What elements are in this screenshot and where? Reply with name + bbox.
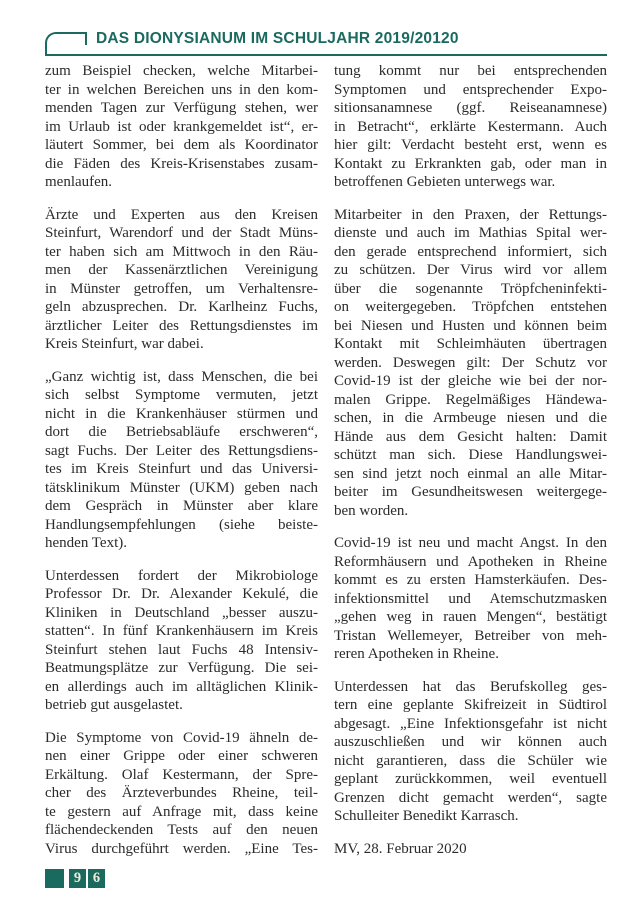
left-column [45,62,318,858]
text-line: henden Text). [45,535,127,551]
text-line: tern eine geplante Skifreizeit in Südtirol [334,697,607,713]
header-rule [45,54,607,56]
text-line: werden. Deswegen gilt: Der Schutz vor [334,354,607,371]
text-line: auszuschließen und wir können auch [334,734,607,750]
text-line: te gestern auf Anfrage mit, dass keine [45,803,318,820]
text-line: Erkältung. Olaf Kestermann, der Spre- [45,766,318,783]
text-line: läutert Sommer, bei dem als Koordinator [45,137,318,153]
paragraph [45,62,318,192]
text-line: sich selbst Symptome vermuten, jetzt [45,387,318,403]
text-line: Unterdessen fordert der Mikrobiologe [45,567,318,584]
text-line: ter haben sich am Mittwoch in den Räu- [45,243,318,260]
text-line: kommt es zu ersten Hamsterkäufen. Des- [334,572,607,588]
date-line: MV, 28. Februar 2020 [334,840,467,857]
text-line: Symptomen und entsprechender Expo- [334,81,607,98]
text-line: tung kommt nur bei entsprechenden [334,63,607,79]
text-line: infektionsmittel und Atemschutzmasken [334,590,607,607]
text-line: Kliniken in Deutschland „besser auszu- [45,604,318,621]
paragraph [45,567,318,715]
text-line: hier gilt: Verdacht besteht erst, wenn es [334,137,607,153]
text-line: ter in welchen Bereichen uns in den kom- [45,81,318,98]
text-line: im Urlaub ist oder krankgemeldet ist“, er- [45,118,318,135]
text-line: Virus durchgeführt werden. „Eine Tes- [45,840,318,857]
text-line: Kreis Steinfurt, war dabei. [45,336,204,352]
header-tab-ornament [45,32,85,55]
text-line: in Betracht“, erklärte Kestermann. Auch [334,118,607,135]
text-line: Covid-19 ist der gleiche wie bei der nor- [334,373,607,389]
text-line: sen sind jetzt noch einmal an alle Mitar- [334,465,607,482]
text-line: ärztlicher Leiter des Rettungsdienstes im [45,317,318,334]
text-line: nen einer Grippe oder einer schweren [45,748,318,764]
page-number-block [45,869,64,888]
page-digit-tens: 9 [69,869,86,888]
text-line: ben worden. [334,502,409,519]
text-line: tätsklinikum Münster (UKM) geben nach [45,479,318,496]
page-number [45,869,107,888]
text-line: nicht garantieren, dass die Schüler wie [334,752,607,769]
text-line: Ärzte und Experten aus den Kreisen [45,206,318,223]
text-line: sagt Fuchs. Der Leiter des Rettungsdiens- [45,442,318,459]
text-line: Professor Dr. Dr. Alexander Kekulé, die [45,586,318,602]
paragraph [334,62,607,192]
text-line: Beatmungsplätze zur Verfügung. Die sei- [45,660,318,676]
text-line: Steinfurt stehen laut Fuchs 48 Intensiv- [45,641,318,658]
text-line: in Münster getroffen, um Verhaltensre- [45,280,318,297]
text-line: on weitergegeben. Tröpfchen entstehen [334,299,607,315]
text-line: schützt man sich. Diese Handlungswei- [334,447,607,463]
text-line: geplant zurückkommen, weil eventuell [334,771,607,787]
text-line: „Ganz wichtig ist, dass Menschen, die bei [45,368,318,385]
text-line: Schulleiter Benedikt Karrasch. [334,808,519,824]
text-line: „gehen weg in rauen Mengen“, bestätigt [334,609,607,625]
text-line: betroffenen Gebieten unterwegs war. [334,174,556,190]
text-line: en allerdings auch im alltäglichen Klinik- [45,678,318,695]
page-title: DAS DIONYSIANUM IM SCHULJAHR 2019/20120 [96,30,459,47]
text-line: tes im Kreis Steinfurt und das Universi- [45,461,318,477]
text-line: Covid-19 ist neu und macht Angst. In den [334,535,607,551]
paragraph [334,206,607,521]
article-body [45,62,607,858]
text-line: zum Beispiel checken, welche Mitarbei- [45,63,318,79]
text-line: Grenzen dicht gemacht werden“, sagte [334,789,607,806]
text-line: Die Symptome von Covid-19 ähneln de- [45,729,318,746]
text-line: schen, in die Armbeuge niesen und die [334,410,607,426]
header-tick-ornament [85,32,87,45]
text-line: Tristan Wellemeyer, Betreiber von meh- [334,627,607,644]
text-line: statten“. In fünf Krankenhäusern im Kreis [45,623,318,639]
text-line: menlaufen. [45,174,113,190]
text-line: reren Apotheken in Rheine. [334,646,499,662]
paragraph [334,534,607,664]
text-line: über die sogenannte Tröpfcheninfekti- [334,280,607,297]
text-line: dem Gespräch in Münster aber klare [45,498,318,514]
text-line: dort die Betriebsabläufe erschweren“, [45,424,318,440]
text-line: Mitarbeiter in den Praxen, der Rettungs- [334,206,607,223]
page-digit-ones: 6 [88,869,105,888]
text-line: malen Grippe. Regelmäßiges Händewa- [334,391,607,408]
text-line: Kontakt mit Schleimhäuten übertragen [334,336,607,352]
paragraph [45,729,318,859]
text-line: bei Niesen und Husten und können beim [334,317,607,334]
text-line: Kontakt zu Erkrankten gab, oder man in [334,155,607,172]
text-line: den gerade entsprechend informiert, sich [334,243,607,260]
text-line: Hände aus dem Gesicht halten: Damit [334,428,607,445]
text-line: nicht in die Krankenhäuser stürmen und [45,405,318,422]
paragraph [45,206,318,354]
text-line: die Fäden des Kreis-Krisenstabes zusam- [45,155,318,172]
text-line: Reformhäusern und Apotheken in Rheine [334,553,607,570]
text-line: menden Tagen zur Verfügung stehen, wer [45,100,318,116]
text-line: geln abzusprechen. Dr. Karlheinz Fuchs, [45,299,318,315]
paragraph [334,678,607,826]
right-column [334,62,607,858]
text-line: Handlungsempfehlungen (siehe beiste- [45,516,318,533]
text-line: Unterdessen hat das Berufskolleg ges- [334,678,607,695]
text-line: Steinfurt, Warendorf und der Stadt Müns- [45,225,318,241]
text-line: betrieb gut ausgelastet. [45,697,183,713]
text-line: men der Kassenärztlichen Vereinigung [45,262,318,278]
text-line: abgesagt. „Eine Infektionsgefahr ist nicht [334,715,607,732]
text-line: zu schützen. Der Virus wird vor allem [334,262,607,278]
text-line: sitionsanamnese (ggf. Reiseanamnese) [334,100,607,116]
text-line: beiter im Gesundheitswesen weitergege- [334,484,607,500]
text-line: cher des Ärzteverbundes Rheine, teil- [45,785,318,801]
paragraph [45,368,318,553]
text-line: flächendeckenden Tests auf den neuen [45,822,318,838]
text-line: dienste und auch im Mathias Spital wer- [334,225,607,241]
